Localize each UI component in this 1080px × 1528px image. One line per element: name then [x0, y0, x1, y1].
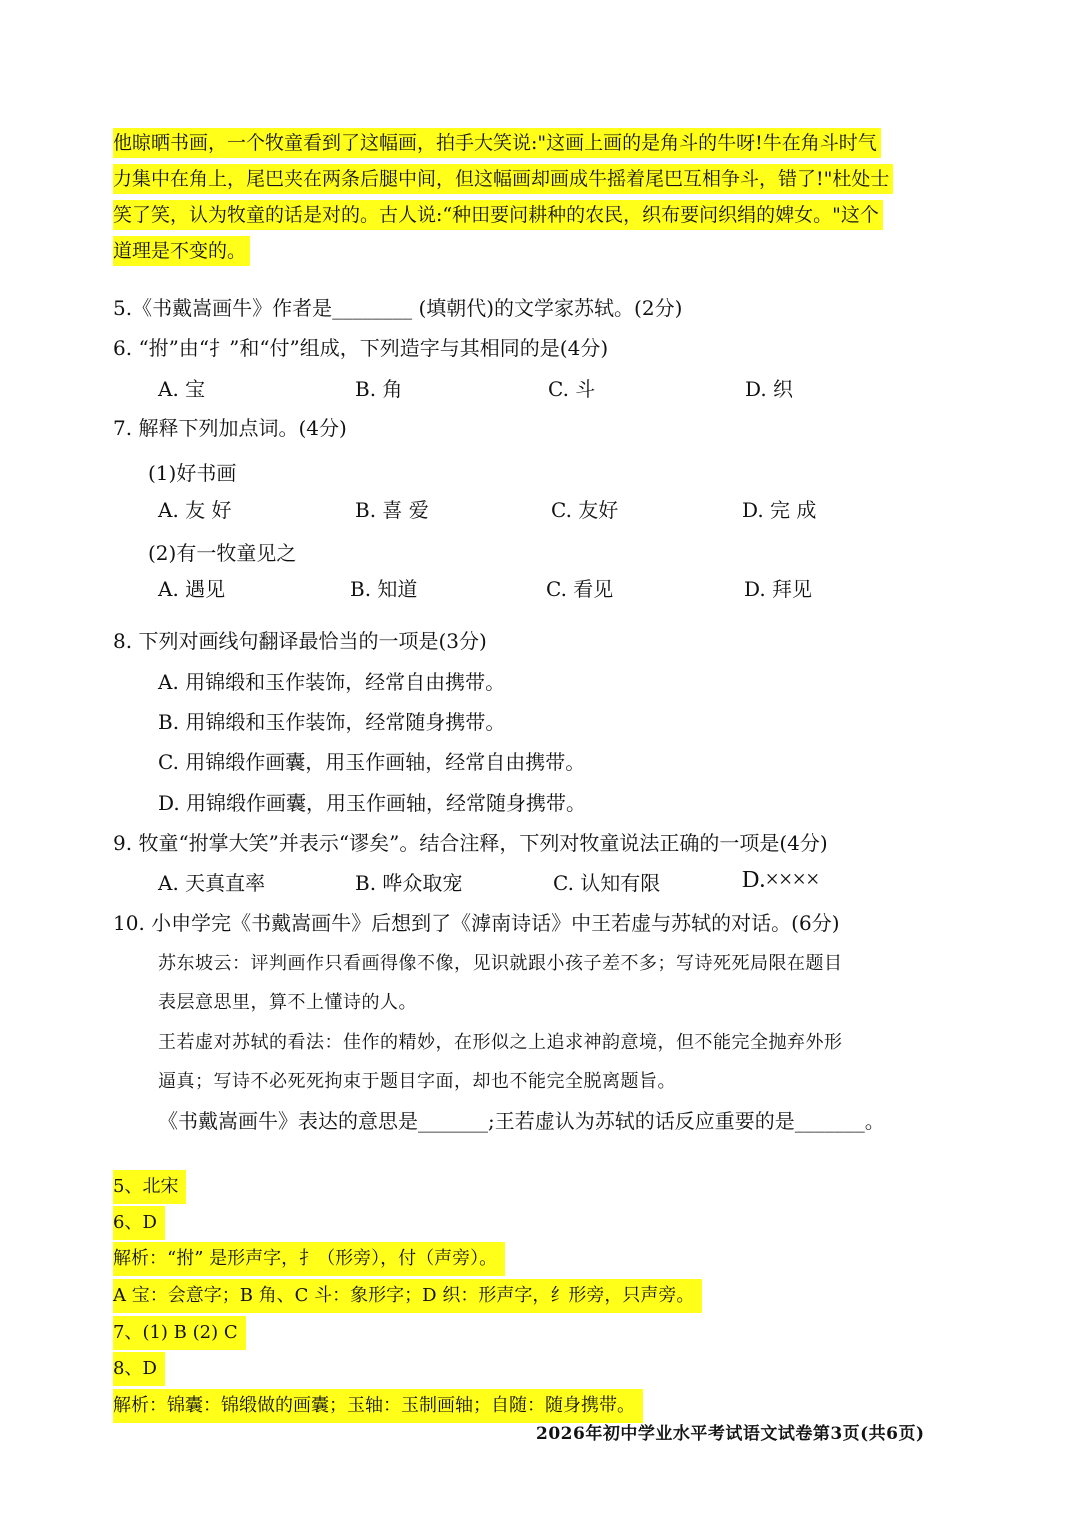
- answer-line: 8、D: [113, 1352, 165, 1386]
- passage-line: 他晾晒书画，一个牧童看到了这幅画，拍手大笑说:"这画上画的是角斗的牛呀!牛在角斗时气: [113, 128, 881, 158]
- q6-option-c: C. 斗: [548, 377, 596, 401]
- q7-sub1-option-b: B. 喜 爱: [355, 498, 429, 522]
- q6-option-a: A. 宝: [158, 377, 206, 401]
- q10-blank-line: 《书戴嵩画牛》表达的意思是_______;王若虚认为苏轼的话反应重要的是_______。: [158, 1109, 885, 1133]
- passage: [113, 128, 893, 272]
- answer-line: A 宝：会意字；B 角、C 斗：象形字；D 织：形声字，纟形旁，只声旁。: [113, 1279, 702, 1313]
- q8-option-c: C. 用锦缎作画囊，用玉作画轴，经常自由携带。: [158, 750, 586, 774]
- q8-option-b: B. 用锦缎和玉作装饰，经常随身携带。: [158, 710, 506, 734]
- q10-note-2-line-2: 逼真；写诗不必死死拘束于题目字面，却也不能完全脱离题旨。: [158, 1071, 676, 1092]
- answer-line: 7、(1) B (2) C: [113, 1316, 246, 1350]
- q7-sub2-option-b: B. 知道: [350, 577, 418, 601]
- q10-note-1-line-1: 苏东坡云：评判画作只看画得像不像，见识就跟小孩子差不多；写诗死死局限在题目: [158, 953, 843, 974]
- q10-note-2-line-1: 王若虚对苏轼的看法：佳作的精妙，在形似之上追求神韵意境，但不能完全抛弃外形: [158, 1032, 843, 1053]
- question-7-stem: 7. 解释下列加点词。(4分): [113, 416, 347, 440]
- question-5: 5.《书戴嵩画牛》作者是________ (填朝代)的文学家苏轼。(2分): [113, 296, 683, 320]
- q10-note-1-line-2: 表层意思里，算不上懂诗的人。: [158, 992, 417, 1013]
- question-8-stem: 8. 下列对画线句翻译最恰当的一项是(3分): [113, 629, 487, 653]
- q8-option-a: A. 用锦缎和玉作装饰，经常自由携带。: [158, 670, 506, 694]
- q7-sub1-option-d: D. 完 成: [742, 498, 817, 522]
- answer-line: 5、北宋: [113, 1170, 186, 1204]
- q7-sub1-option-c: C. 友好: [551, 498, 619, 522]
- q8-option-d: D. 用锦缎作画囊，用玉作画轴，经常随身携带。: [158, 791, 587, 815]
- q6-option-d: D. 织: [745, 377, 794, 401]
- q9-option-c: C. 认知有限: [553, 871, 661, 895]
- answer-block: [113, 1170, 702, 1425]
- q7-sub-2: (2)有一牧童见之: [148, 541, 297, 565]
- q7-sub2-option-d: D. 拜见: [744, 577, 813, 601]
- passage-line: 笑了笑，认为牧童的话是对的。古人说:“种田要问耕种的农民，织布要问织绢的婢女。"这个: [113, 200, 883, 230]
- q9-option-d: D.××××: [742, 867, 820, 893]
- q7-sub2-option-c: C. 看见: [546, 577, 614, 601]
- question-10-stem: 10. 小申学完《书戴嵩画牛》后想到了《滹南诗话》中王若虚与苏轼的对话。(6分): [113, 911, 840, 935]
- q7-sub2-option-a: A. 遇见: [158, 577, 226, 601]
- page-footer: 2026年初中学业水平考试语文试卷第3页(共6页): [536, 1424, 925, 1444]
- q9-option-b: B. 哗众取宠: [355, 871, 463, 895]
- question-6-stem: 6. “拊”由“扌”和“付”组成，下列造字与其相同的是(4分): [113, 336, 609, 360]
- passage-line: 道理是不变的。: [113, 236, 250, 266]
- q7-sub-1: (1)好书画: [148, 461, 237, 485]
- answer-line: 6、D: [113, 1206, 165, 1240]
- q9-option-a: A. 天真直率: [158, 871, 266, 895]
- question-9-stem: 9. 牧童“拊掌大笑”并表示“谬矣”。结合注释，下列对牧童说法正确的一项是(4分): [113, 831, 828, 855]
- answer-line: 解析：“拊” 是形声字，扌（形旁），付（声旁）。: [113, 1242, 505, 1276]
- q6-option-b: B. 角: [355, 377, 403, 401]
- q7-sub1-option-a: A. 友 好: [158, 498, 232, 522]
- passage-line: 力集中在角上，尾巴夹在两条后腿中间，但这幅画却画成牛摇着尾巴互相争斗，错了!"杜处士: [113, 164, 893, 194]
- answer-line: 解析：锦囊：锦缎做的画囊；玉轴：玉制画轴；自随：随身携带。: [113, 1389, 643, 1423]
